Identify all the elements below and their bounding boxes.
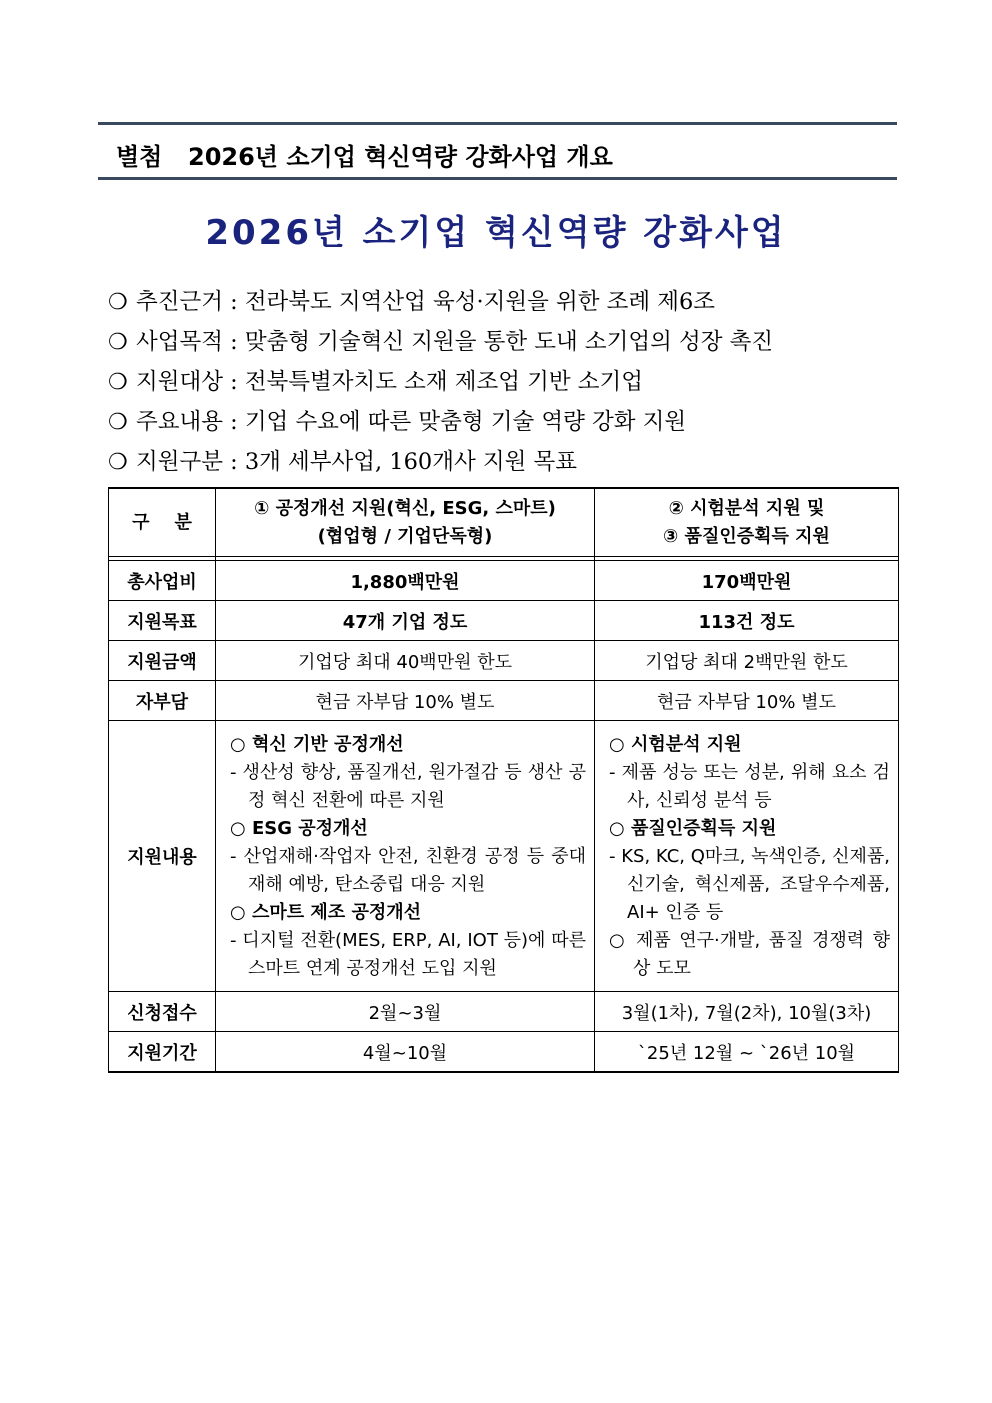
- circle-bullet-icon: ❍: [108, 290, 128, 315]
- content-item: - 제품 성능 또는 성분, 위해 요소 검사, 신뢰성 분석 등: [609, 762, 890, 811]
- bullet-target: [108, 364, 908, 404]
- table-row: [109, 601, 899, 641]
- content-item: - 생산성 향상, 품질개선, 원가절감 등 생산 공정 혁신 전환에 따른 지원: [230, 762, 586, 811]
- content-heading: ○ 품질인증획득 지원: [609, 818, 777, 839]
- header-testing-line2: ③ 품질인증획득 지원: [663, 525, 830, 547]
- header-testing-support: [595, 488, 899, 557]
- bullet-text: 지원대상 : 전북특별자치도 소재 제조업 기반 소기업: [136, 369, 643, 395]
- bullet-text: 주요내용 : 기업 수요에 따른 맞춤형 기술 역량 강화 지원: [136, 409, 687, 435]
- row-value-col1: 기업당 최대 40백만원 한도: [216, 641, 595, 681]
- row-value-col2: 170백만원: [595, 561, 899, 601]
- table-row: [109, 992, 899, 1032]
- circle-bullet-icon: ❍: [108, 410, 128, 435]
- row-label: 총사업비: [109, 561, 216, 601]
- row-value-col2: `25년 12월 ~ `26년 10월: [595, 1032, 899, 1073]
- bullet-content: [108, 404, 908, 444]
- row-value-col2: 3월(1차), 7월(2차), 10월(3차): [595, 992, 899, 1032]
- table-row: [109, 681, 899, 721]
- header-category: 구 분: [109, 488, 216, 557]
- summary-bullet-list: [108, 284, 908, 484]
- circle-bullet-icon: ❍: [108, 370, 128, 395]
- circle-bullet-icon: ❍: [108, 330, 128, 355]
- row-value-col1: 4월~10월: [216, 1032, 595, 1073]
- program-overview-table: [108, 487, 899, 1073]
- content-heading: ○ 스마트 제조 공정개선: [230, 902, 421, 923]
- content-heading: ○ 혁신 기반 공정개선: [230, 734, 404, 755]
- header-testing-line1: ② 시험분석 지원 및: [668, 497, 825, 519]
- attachment-header-bar: [98, 122, 897, 180]
- row-label: 지원기간: [109, 1032, 216, 1073]
- row-value-col1: 47개 기업 정도: [216, 601, 595, 641]
- header-process-line2: (협업형 / 기업단독형): [317, 525, 493, 547]
- content-item: - 산업재해·작업자 안전, 친환경 공정 등 중대재해 예방, 탄소중립 대응 지원: [230, 846, 586, 895]
- header-process-line1: ① 공정개선 지원(혁신, ESG, 스마트): [254, 497, 556, 519]
- attachment-label: 별첨: [116, 143, 163, 171]
- content-item: ○ 제품 연구·개발, 품질 경쟁력 향상 도모: [609, 930, 890, 979]
- row-value-col2: 현금 자부담 10% 별도: [595, 681, 899, 721]
- content-heading: ○ ESG 공정개선: [230, 818, 368, 839]
- row-value-col2: 기업당 최대 2백만원 한도: [595, 641, 899, 681]
- bullet-text: 사업목적 : 맞춤형 기술혁신 지원을 통한 도내 소기업의 성장 촉진: [136, 329, 774, 355]
- bullet-text: 지원구분 : 3개 세부사업, 160개사 지원 목표: [136, 449, 577, 475]
- content-process-cell: [216, 721, 595, 992]
- table-row: [109, 561, 899, 601]
- row-label: 지원목표: [109, 601, 216, 641]
- bullet-text: 추진근거 : 전라북도 지역산업 육성·지원을 위한 조례 제6조: [136, 289, 716, 315]
- row-label: 자부담: [109, 681, 216, 721]
- attachment-title: 2026년 소기업 혁신역량 강화사업 개요: [188, 143, 613, 171]
- row-value-col1: 1,880백만원: [216, 561, 595, 601]
- main-title: 2026년 소기업 혁신역량 강화사업: [205, 213, 787, 253]
- row-label: 지원내용: [109, 721, 216, 992]
- row-label: 신청접수: [109, 992, 216, 1032]
- bullet-category: [108, 444, 908, 484]
- content-row: [109, 721, 899, 992]
- row-value-col1: 현금 자부담 10% 별도: [216, 681, 595, 721]
- table-row: [109, 641, 899, 681]
- content-testing-cell: [595, 721, 899, 992]
- content-heading: ○ 시험분석 지원: [609, 734, 742, 755]
- row-value-col1: 2월~3월: [216, 992, 595, 1032]
- row-value-col2: 113건 정도: [595, 601, 899, 641]
- row-label: 지원금액: [109, 641, 216, 681]
- content-item: - 디지털 전환(MES, ERP, AI, IOT 등)에 따른 스마트 연계 공정개선 도입 지원: [230, 930, 586, 979]
- table-row: [109, 1032, 899, 1073]
- bullet-basis: [108, 284, 908, 324]
- table-header-row: [109, 488, 899, 557]
- header-process-support: [216, 488, 595, 557]
- circle-bullet-icon: ❍: [108, 450, 128, 475]
- bullet-purpose: [108, 324, 908, 364]
- content-item: - KS, KC, Q마크, 녹색인증, 신제품, 신기술, 혁신제품, 조달우수제품, AI+ 인증 등: [609, 846, 890, 923]
